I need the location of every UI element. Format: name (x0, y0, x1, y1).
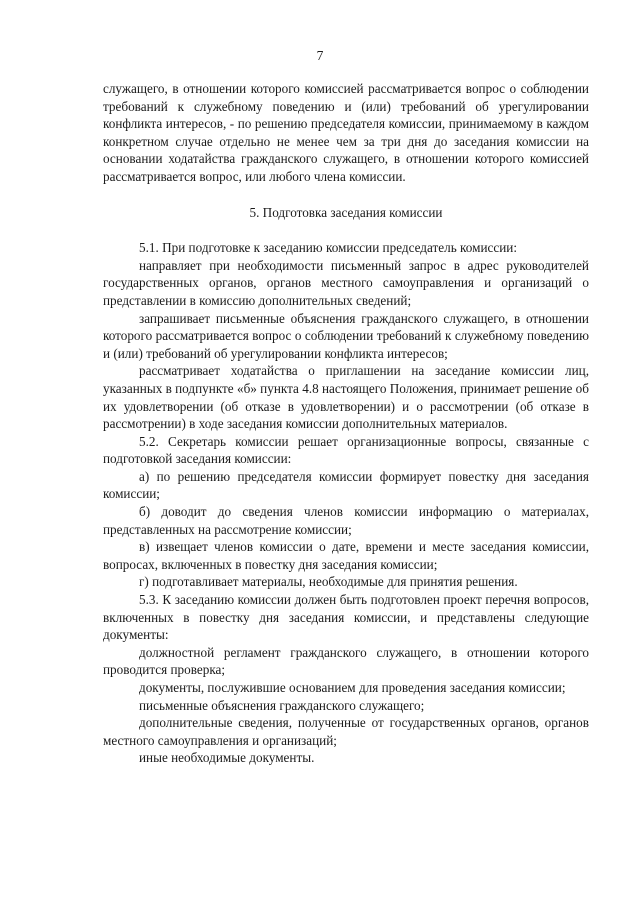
paragraph-additional-info: дополнительные сведения, полученные от государственных органов, органов местного самоуправления и организаций; (103, 715, 589, 748)
page-number: 7 (316, 48, 324, 63)
paragraph-review-petitions: рассматривает ходатайства о приглашении на заседание комиссии лиц, указанных в подпункте «б» пункта 4.8 настоящего Положения, принимает решение об их удовлетворении (об отказе в удовлетворении) и о рассмотрении (об отказе в рассмотрении) в ходе заседания комиссии дополнительных материалов. (103, 363, 589, 432)
paragraph-5-1: 5.1. При подготовке к заседанию комиссии председатель комиссии: (139, 240, 517, 256)
paragraph-5-2: 5.2. Секретарь комиссии решает организационные вопросы, связанные с подготовкой заседания комиссии: (103, 433, 589, 467)
paragraph-item-g: г) подготавливает материалы, необходимые для принятия решения. (139, 574, 518, 590)
document-body (103, 80, 589, 767)
paragraph-request-explanations: запрашивает письменные объяснения гражданского служащего, в отношении которого рассматривается вопрос о соблюдении требований к служебному поведению и (или) требований об урегулировании конфликта интересов; (103, 310, 589, 361)
section-heading: 5. Подготовка заседания комиссии (249, 204, 443, 220)
paragraph-job-regulation: должностной регламент гражданского служащего, в отношении которого проводится проверка; (103, 644, 589, 678)
intro-paragraph: служащего, в отношении которого комиссией рассматривается вопрос о соблюдении требований к служебному поведению и (или) требований об урегулировании конфликта интересов, - по решению председателя комиссии, принимаемому в каждом конкретном случае отдельно не менее чем за три дня до заседания комиссии на основании ходатайства гражданского служащего, в отношении которого комиссией рассматривается вопрос, или любого члена комиссии. (103, 81, 589, 184)
paragraph-item-v: в) извещает членов комиссии о дате, времени и месте заседания комиссии, вопросах, включенных в повестку дня заседания комиссии; (103, 539, 589, 572)
paragraph-other-documents: иные необходимые документы. (139, 750, 315, 766)
paragraph-item-b: б) доводит до сведения членов комиссии информацию о материалах, представленных на рассмотрение комиссии; (103, 504, 589, 537)
paragraph-request-letter: направляет при необходимости письменный запрос в адрес руководителей государственных органов, органов местного самоуправления и организаций о представлении в комиссию дополнительных сведений; (103, 257, 589, 308)
paragraph-item-a: а) по решению председателя комиссии формирует повестку дня заседания комиссии; (103, 468, 589, 502)
paragraph-5-3: 5.3. К заседанию комиссии должен быть подготовлен проект перечня вопросов, включенных в повестку дня заседания комиссии, и представлены следующие документы: (103, 592, 589, 643)
paragraph-written-explanations: письменные объяснения гражданского служащего; (139, 697, 425, 713)
paragraph-basis-documents: документы, послужившие основанием для проведения заседания комиссии; (139, 680, 566, 695)
